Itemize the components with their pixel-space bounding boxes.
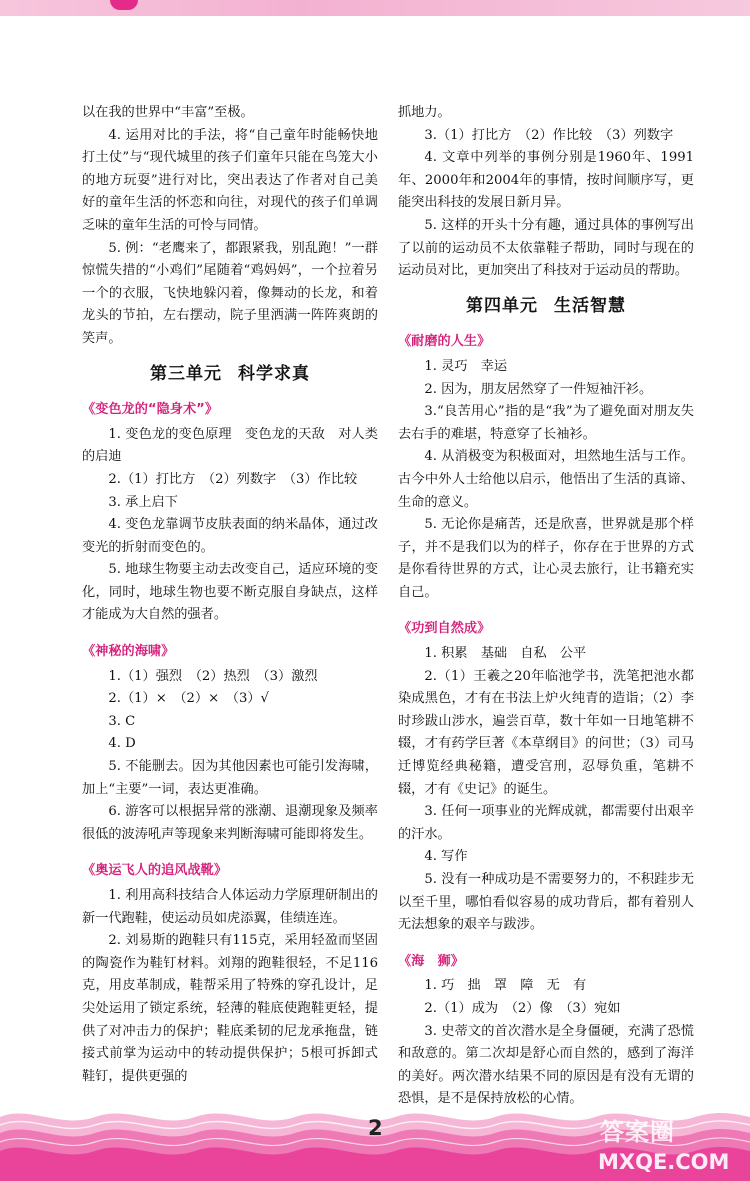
answer-paragraph: 1.（1）强烈 （2）热烈 （3）激烈 <box>108 668 318 684</box>
answer-paragraph: 1. 巧 拙 罩 障 无 有 <box>424 978 587 994</box>
answer-paragraph: 2. 因为，朋友居然穿了一件短袖汗衫。 <box>424 381 653 397</box>
answer-paragraph: 1. 积累 基础 自私 公平 <box>424 646 587 662</box>
unit-heading <box>82 363 378 386</box>
section-heading: 《神秘的海啸》 <box>82 644 175 660</box>
answer-paragraph: 5. 不能删去。因为其他因素也可能引发海啸，加上“主要”一词，表达更准确。 <box>82 759 378 797</box>
answer-paragraph: 1. 灵巧 幸运 <box>424 358 508 374</box>
answer-paragraph: 1. 变色龙的变色原理 变色龙的天敌 对人类的启迪 <box>82 426 378 465</box>
answer-paragraph: 4. 从消极变为积极面对，坦然地生活与工作。古今中外人士给他以启示，他悟出了生活的真谛、生命的意义。 <box>398 449 694 510</box>
answer-paragraph: 5. 例：“老鹰来了，都跟紧我，别乱跑！”一群惊慌失措的“小鸡们”尾随着“鸡妈妈”，一个拉着另一个的衣服，飞快地躲闪着，像舞动的长龙，和着龙头的节拍，左右摆动，院子里洒满一阵阵爽朗的笑声。 <box>82 240 378 346</box>
section-heading: 《变色龙的“隐身术”》 <box>82 402 219 418</box>
answer-paragraph: 5. 没有一种成功是不需要努力的，不积跬步无以至千里，哪怕看似容易的成功背后，都有着别人无法想象的艰辛与跋涉。 <box>398 872 694 933</box>
page-number: 2 <box>368 1116 383 1140</box>
section-heading: 《功到自然成》 <box>398 621 491 637</box>
watermark-logo: 答案圈 <box>600 1118 675 1146</box>
answer-paragraph: 2.（1）打比方 （2）列数字 （3）作比较 <box>108 471 358 487</box>
answer-paragraph: 4. 变色龙靠调节皮肤表面的纳米晶体，通过改变光的折射而变色的。 <box>82 517 378 555</box>
section-heading: 《奥运飞人的追风战靴》 <box>82 863 228 879</box>
answer-paragraph: 5. 这样的开头十分有趣，通过具体的事例写出了以前的运动员不太依靠鞋子帮助，同时与现在的运动员对比，更加突出了科技对于运动员的帮助。 <box>398 217 694 279</box>
section-heading: 《耐磨的人生》 <box>398 334 491 350</box>
answer-paragraph: 3. 史蒂文的首次潜水是全身僵硬，充满了恐慌和敌意的。第二次却是舒心而自然的，感到了海洋的美好。两次潜水结果不同的原因是有没有无谓的恐惧，是不是保持放松的心情。 <box>398 1023 694 1107</box>
right-column <box>398 102 694 1111</box>
answer-paragraph: 5. 地球生物要主动去改变自己，适应环境的变化，同时，地球生物也要不断克服自身缺点，这样才能成为大自然的强者。 <box>82 562 378 623</box>
unit-number: 第三单元 <box>150 363 222 384</box>
answer-paragraph: 3. 承上启下 <box>108 494 178 510</box>
unit-title: 生活智慧 <box>554 295 626 316</box>
left-column <box>82 102 378 1088</box>
answer-paragraph: 2.（1）× （2）× （3）√ <box>108 691 269 707</box>
answer-paragraph: 4. 写作 <box>424 849 468 865</box>
answer-paragraph: 4. 运用对比的手法，将“自己童年时能畅快地打土仗”与“现代城里的孩子们童年只能在鸟笼大小的地方玩耍”进行对比，突出表达了作者对自己美好的童年生活的怀恋和向往，对现代的孩子们单调乏味的童年生活的可怜与同情。 <box>82 127 378 233</box>
unit-number: 第四单元 <box>466 295 538 316</box>
answer-paragraph: 3.（1）打比方 （2）作比较 （3）列数字 <box>424 127 674 143</box>
answer-paragraph: 3.“良苦用心”指的是“我”为了避免面对朋友失去右手的难堪，特意穿了长袖衫。 <box>398 404 694 442</box>
answer-paragraph: 2.（1）王羲之20年临池学书，洗笔把池水都染成黑色，才有在书法上炉火纯青的造诣；（2）李时珍跋山涉水，遍尝百草，数十年如一日地笔耕不辍，才有药学巨著《本草纲目》的问世；（3）司马迁博览经典秘籍，遭受宫刑，忍辱负重，笔耕不辍，才有《史记》的诞生。 <box>398 668 694 797</box>
answer-paragraph: 4. 文章中列举的事例分别是1960年、1991年、2000年和2004年的事情，按时间顺序写，更能突出科技的发展日新月异。 <box>398 150 694 211</box>
answer-continuation: 抓地力。 <box>398 105 451 120</box>
answer-paragraph: 5. 无论你是痛苦，还是欣喜，世界就是那个样子，并不是我们以为的样子，你存在于世界的方式是你看待世界的方式，让心灵去旅行，让书籍充实自己。 <box>398 517 694 600</box>
answer-paragraph: 3. 任何一项事业的光辉成就，都需要付出艰辛的汗水。 <box>398 804 694 842</box>
answer-paragraph: 4. D <box>108 736 136 752</box>
answer-paragraph: 2. 刘易斯的跑鞋只有115克，采用轻盈而坚固的陶瓷作为鞋钉材料。刘翔的跑鞋很轻，不足116克，用皮革制成，鞋帮采用了特殊的穿孔设计，足尖处运用了锁定系统，轻薄的鞋底使跑鞋更轻，提供了对冲击力的保护；鞋底柔韧的尼龙承拖盘，链接式前掌为运动中的转动提供保护；5根可拆卸式鞋钉，提供更强的 <box>82 933 378 1084</box>
answer-continuation: 以在我的世界中“丰富”至极。 <box>82 105 254 120</box>
answer-paragraph: 1. 利用高科技结合人体运动力学原理研制出的新一代跑鞋，使运动员如虎添翼，佳绩连连。 <box>82 888 378 926</box>
section-heading: 《海 狮》 <box>398 953 464 969</box>
answer-paragraph: 2.（1）成为 （2）像 （3）宛如 <box>424 1000 621 1016</box>
unit-title: 科学求真 <box>238 363 310 384</box>
answer-paragraph: 3. C <box>108 713 136 729</box>
watermark-url: MXQE.COM <box>598 1150 730 1174</box>
unit-heading <box>398 295 694 318</box>
answer-paragraph: 6. 游客可以根据异常的涨潮、退潮现象及频率很低的波涛吼声等现象来判断海啸可能即将发生。 <box>82 804 378 842</box>
